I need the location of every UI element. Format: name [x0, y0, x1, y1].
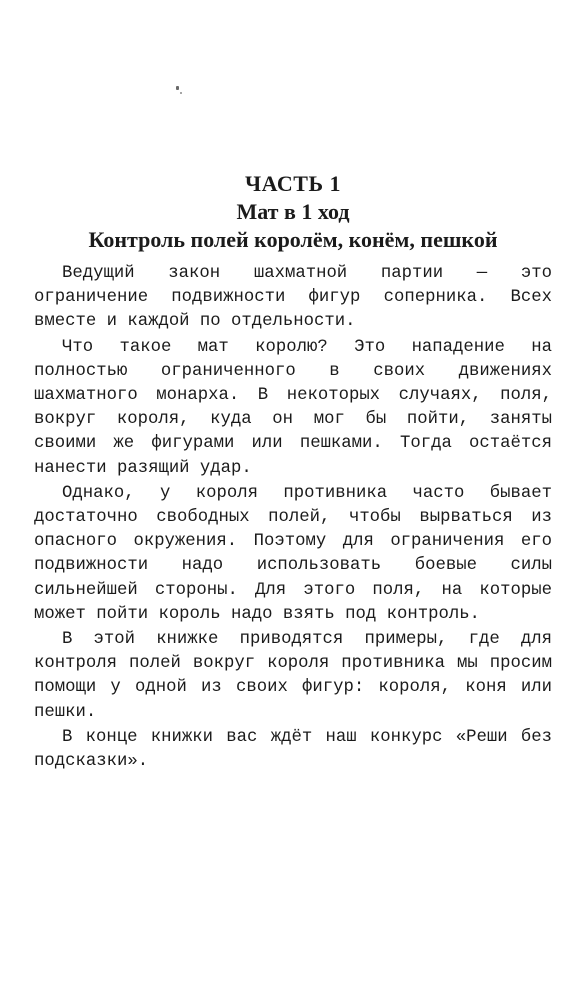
body-text — [34, 262, 552, 775]
paragraph: Однако, у короля противника часто бывает достаточно свободных полей, чтобы вырваться из опасного окружения. Поэтому для ограничения его подвижности надо использовать боевые силы сильнейшей стороны. Для этого поля, на которые может пойти король надо взять под контроль. — [34, 483, 552, 624]
paragraph: Ведущий закон шахматной партии — это ограничение подвижности фигур соперника. Всех вместе и каждой по отдельности. — [34, 264, 552, 332]
chapter-subtitle: Мат в 1 ход — [236, 199, 350, 224]
chapter-topic: Контроль полей королём, конём, пешкой — [88, 227, 498, 252]
paragraph: В конце книжки вас ждёт наш конкурс «Реши без подсказки». — [34, 727, 552, 772]
chapter-heading — [0, 170, 586, 254]
paragraph: Что такое мат королю? Это нападение на полностью ограниченного в своих движениях шахматного монарха. В некоторых случаях, поля, вокруг короля, куда он мог бы пойти, заняты своими же фигурами или пешками. Тогда остаётся нанести разящий удар. — [34, 337, 552, 478]
print-speck — [176, 86, 179, 90]
paragraph: В этой книжке приводятся примеры, где для контроля полей вокруг короля противника мы просим помощи у одной из своих фигур: короля, коня или пешки. — [34, 630, 552, 722]
part-title: ЧАСТЬ 1 — [244, 171, 342, 196]
print-speck — [180, 92, 182, 94]
